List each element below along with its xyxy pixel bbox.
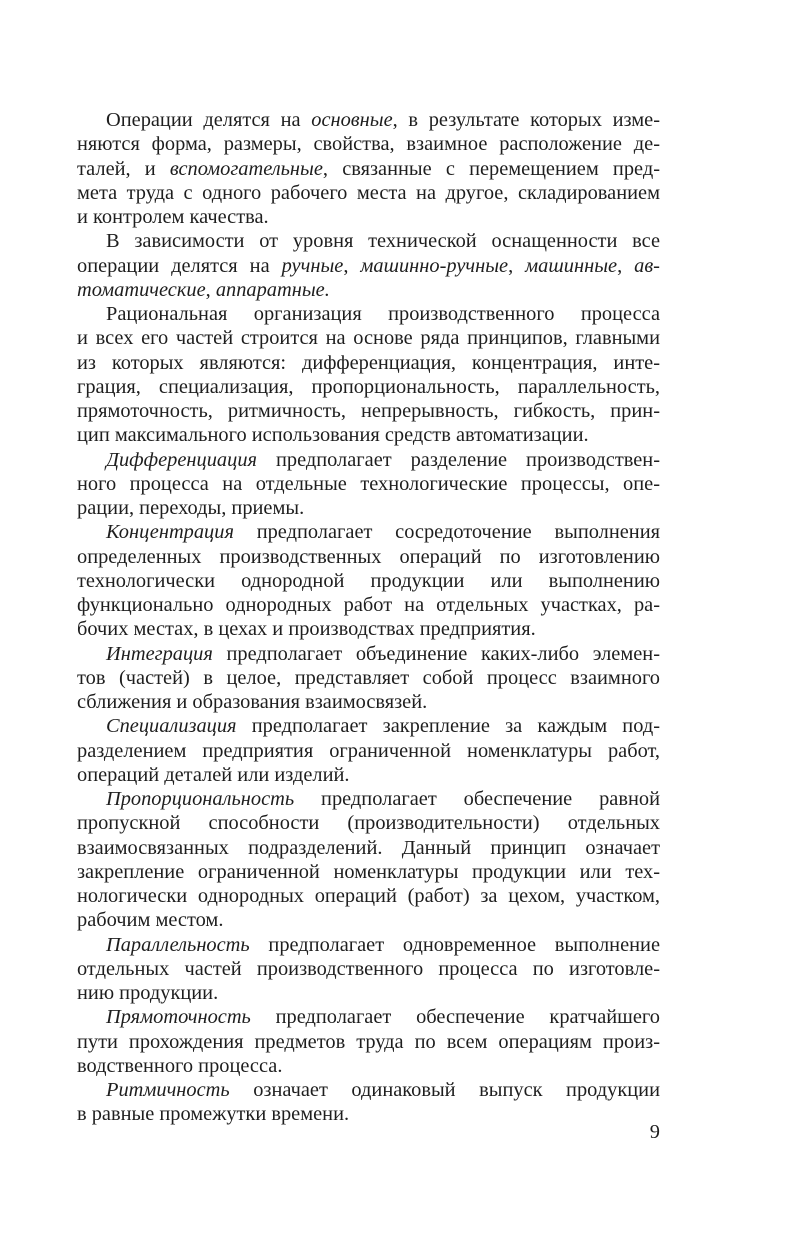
text-line [77, 472, 660, 496]
text-line [77, 933, 660, 957]
italic-term: ручные [281, 254, 344, 277]
text-run: , в результате которых изме- [392, 109, 660, 131]
text-run: предполагает сосредоточение выполнения [233, 521, 660, 544]
text-line [77, 981, 660, 1005]
text-run: и контролем качества. [77, 206, 269, 228]
text-line [77, 836, 660, 860]
text-line [77, 229, 660, 253]
text-run: водственного процесса. [77, 1054, 283, 1077]
text-run: предполагает закрепление за каждым под- [236, 715, 660, 738]
italic-term: Интеграция [106, 642, 213, 665]
paragraph [77, 448, 660, 521]
text-line [77, 254, 660, 278]
text-line [77, 1078, 660, 1102]
italic-term: Пропорциональность [106, 788, 295, 810]
text-line [77, 763, 660, 787]
text-line [77, 520, 660, 544]
text-run: няются форма, размеры, свойства, взаимное расположение де- [77, 133, 660, 156]
text-run: рации, переходы, приемы. [77, 497, 305, 519]
text-line [77, 302, 660, 326]
text-run: в равные промежутки времени. [77, 1103, 350, 1126]
italic-term: Ритмичность [106, 1079, 230, 1101]
text-run: пути прохождения предметов труда по всем операциям произ- [77, 1030, 660, 1053]
page-body [77, 108, 660, 1127]
text-run: технологически однородной продукции или выполнению [77, 569, 660, 592]
text-line [77, 1054, 660, 1078]
italic-term: машинные [525, 254, 618, 277]
text-line [77, 884, 660, 908]
text-run: и всех его частей строится на основе ряда принципов, главными [77, 327, 660, 350]
text-run: предполагает одновременное выполнение [249, 933, 660, 956]
text-line [77, 666, 660, 690]
paragraph [77, 229, 660, 302]
paragraph [77, 302, 660, 448]
text-line [77, 399, 660, 423]
paragraph [77, 520, 660, 641]
text-run: мета труда с одного рабочего места на другое, складированием [77, 181, 660, 204]
text-run: нию продукции. [77, 982, 219, 1004]
text-line [77, 496, 660, 520]
text-line [77, 157, 660, 181]
text-run: , [205, 278, 216, 301]
text-run: , [343, 254, 361, 277]
text-line [77, 860, 660, 884]
text-run: рабочим местом. [77, 909, 224, 932]
text-line [77, 908, 660, 932]
text-run: , [617, 254, 635, 277]
text-line [77, 811, 660, 835]
text-run: закрепление ограниченной номенклатуры продукции или тех- [77, 860, 660, 883]
italic-term: Прямоточность [106, 1006, 251, 1029]
text-run: пропускной способности (производительности) отдельных [77, 812, 660, 835]
text-line [77, 181, 660, 205]
page-number: 9 [649, 1121, 660, 1143]
text-line [77, 132, 660, 156]
text-run: отдельных частей производственного процесса по изготовле- [77, 957, 660, 980]
text-run: цип максимального использования средств автоматизации. [77, 424, 589, 447]
text-line [77, 690, 660, 714]
text-run: бочих местах, в цехах и производствах предприятия. [77, 618, 536, 641]
paragraph [77, 933, 660, 1006]
paragraph [77, 714, 660, 787]
text-line [77, 569, 660, 593]
text-run: талей, и [77, 157, 170, 180]
text-line [77, 593, 660, 617]
text-line [77, 1005, 660, 1029]
italic-term: Параллельность [106, 933, 250, 956]
text-run: сближения и образования взаимосвязей. [77, 691, 428, 713]
text-run: В зависимости от уровня технической оснащенности все [106, 230, 660, 253]
text-run: предполагает обеспечение кратчайшего [250, 1006, 660, 1029]
italic-term: аппаратные. [215, 278, 330, 301]
text-run: предполагает объединение каких-либо элемен- [212, 642, 660, 665]
paragraph [77, 642, 660, 715]
text-run: из которых являются: дифференциация, концентрация, инте- [77, 351, 660, 374]
text-line [77, 278, 660, 302]
text-line [77, 375, 660, 399]
italic-term: томатические [77, 278, 206, 301]
italic-term: Специализация [106, 715, 237, 738]
paragraph [77, 1078, 660, 1127]
text-line [77, 545, 660, 569]
text-line [77, 1030, 660, 1054]
text-run: , [508, 254, 526, 277]
text-run: Рациональная организация производственного процесса [106, 303, 660, 325]
text-run: грация, специализация, пропорциональность, параллельность, [77, 375, 660, 398]
text-run: разделением предприятия ограниченной номенклатуры работ, [77, 739, 660, 762]
italic-term: вспомогательные [169, 157, 323, 180]
text-line [77, 787, 660, 811]
text-run: Операции делятся на [106, 109, 312, 131]
italic-term: машинно-ручные [360, 254, 509, 277]
text-run: операции делятся на [77, 254, 282, 277]
italic-term: Дифференциация [106, 448, 257, 471]
text-run: предполагает разделение производствен- [257, 448, 660, 471]
text-run: прямоточность, ритмичность, непрерывность, гибкость, прин- [77, 400, 660, 422]
text-line [77, 423, 660, 447]
paragraph [77, 108, 660, 229]
text-run: , связанные с перемещением пред- [322, 157, 660, 180]
text-line [77, 714, 660, 738]
text-line [77, 617, 660, 641]
text-run: определенных производственных операций по изготовлению [77, 545, 660, 568]
text-run: операций деталей или изделий. [77, 763, 350, 786]
text-run: функционально однородных работ на отдельных участках, ра- [77, 594, 660, 616]
text-line [77, 957, 660, 981]
paragraph [77, 787, 660, 933]
text-line [77, 351, 660, 375]
text-run: предполагает обеспечение равной [294, 788, 660, 810]
text-line [77, 739, 660, 763]
text-run: нологически однородных операций (работ) за цехом, участком, [77, 885, 660, 907]
text-line [77, 1102, 660, 1126]
text-run: ного процесса на отдельные технологические процессы, опе- [77, 472, 660, 495]
text-line [77, 642, 660, 666]
text-line [77, 205, 660, 229]
text-line [77, 326, 660, 350]
italic-term: основные [311, 109, 393, 131]
italic-term: ав- [634, 254, 660, 277]
paragraph [77, 1005, 660, 1078]
text-line [77, 448, 660, 472]
text-run: взаимосвязанных подразделений. Данный принцип означает [77, 836, 660, 859]
italic-term: Концентрация [106, 521, 234, 544]
text-line [77, 108, 660, 132]
text-run: тов (частей) в целое, представляет собой процесс взаимного [77, 666, 660, 689]
text-run: означает одинаковый выпуск продукции [229, 1079, 660, 1101]
